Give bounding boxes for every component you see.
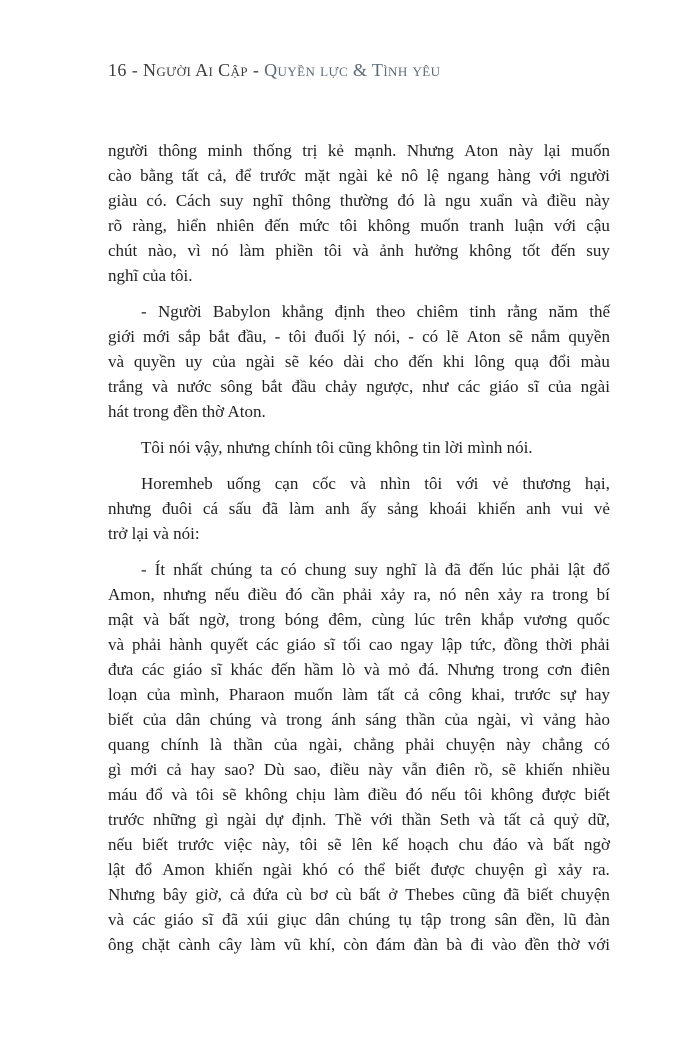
paragraph (108, 471, 610, 546)
text-line: trắng và nước sông bắt đầu chảy ngược, như các giáo sĩ của ngài (108, 377, 610, 396)
paragraph (108, 557, 610, 957)
text-line: quang chính là thần của ngài, chẳng phải chuyện này chẳng có (108, 735, 610, 754)
text-line: nhưng đuôi cá sấu đã làm anh ấy sảng khoái khiến anh vui vẻ (108, 499, 610, 518)
text-line: Nhưng bây giờ, cả đứa cù bơ cù bất ở Thebes cũng đã biết chuyện (108, 885, 610, 904)
text-line: chút nào, vì nó làm phiền tôi và ảnh hưởng không tốt đến suy (108, 241, 610, 260)
text-line: ông chặt cành cây làm vũ khí, còn đám đàn bà đi vào đền thờ với (108, 935, 610, 954)
text-line: loạn của mình, Pharaon muốn làm tất cả công khai, trước sự hay (108, 685, 610, 704)
text-line: gì mới cả hay sao? Dù sao, điều này vẫn điên rồ, sẽ khiến nhiều (108, 760, 610, 779)
paragraph (108, 435, 610, 460)
text-line: Horemheb uống cạn cốc và nhìn tôi với vẻ thương hại, (141, 474, 610, 493)
text-line: - Người Babylon khẳng định theo chiêm tinh rằng năm thế (141, 302, 610, 321)
text-line: Tôi nói vậy, nhưng chính tôi cũng không tin lời mình nói. (141, 438, 533, 457)
text-line: hát trong đền thờ Aton. (108, 402, 266, 421)
text-line: biết của dân chúng và trong ánh sáng thần của ngài, vì vảng hào (108, 710, 610, 729)
text-line: nếu biết trước việc này, tôi sẽ lên kế hoạch chu đáo và bất ngờ (108, 835, 610, 854)
text-line: trở lại và nói: (108, 524, 200, 543)
text-line: và các giáo sĩ đã xúi giục dân chúng tụ tập trong sân đền, lũ đàn (108, 910, 610, 929)
text-line: mật và bất ngờ, trong bóng đêm, cùng lúc trên khắp vương quốc (108, 610, 610, 629)
body-text (108, 138, 610, 968)
text-line: người thông minh thống trị kẻ mạnh. Nhưng Aton này lại muốn (108, 141, 610, 160)
header-chapter-title: 16 - Người Ai Cập - (108, 60, 265, 80)
text-line: rõ ràng, hiển nhiên đến mức tôi không muốn tranh luận với cậu (108, 216, 610, 235)
text-line: và quyền uy của ngài sẽ kéo dài cho đến khi lông quạ đổi màu (108, 352, 610, 371)
header-book-subtitle: Quyền lực & Tình yêu (264, 60, 441, 80)
text-line: đưa các giáo sĩ khác đến hầm lò và mỏ đá. Nhưng trong cơn điên (108, 660, 610, 679)
text-line: Amon, nhưng nếu điều đó cần phải xảy ra, nó nên xảy ra trong bí (108, 585, 610, 604)
text-line: cào bằng tất cả, để trước mặt ngài kẻ nô lệ ngang hàng với người (108, 166, 610, 185)
text-line: máu đổ và tôi sẽ không chịu làm điều đó nếu tôi không được biết (108, 785, 610, 804)
paragraph (108, 299, 610, 424)
paragraph (108, 138, 610, 288)
text-line: giàu có. Cách suy nghĩ thông thường đó là ngu xuẩn và điều này (108, 191, 610, 210)
text-line: - Ít nhất chúng ta có chung suy nghĩ là đã đến lúc phải lật đổ (141, 560, 610, 579)
text-line: và phải hành quyết các giáo sĩ tối cao ngay lập tức, đồng thời phải (108, 635, 610, 654)
page-header (108, 60, 440, 81)
text-line: trước những gì ngài dự định. Thề với thần Seth và tất cả quỷ dữ, (108, 810, 610, 829)
text-line: lật đổ Amon khiến ngài khó có thể biết được chuyện gì xảy ra. (108, 860, 610, 879)
text-line: nghĩ của tôi. (108, 266, 193, 285)
text-line: giới mới sắp bắt đầu, - tôi đuối lý nói, - có lẽ Aton sẽ nắm quyền (108, 327, 610, 346)
